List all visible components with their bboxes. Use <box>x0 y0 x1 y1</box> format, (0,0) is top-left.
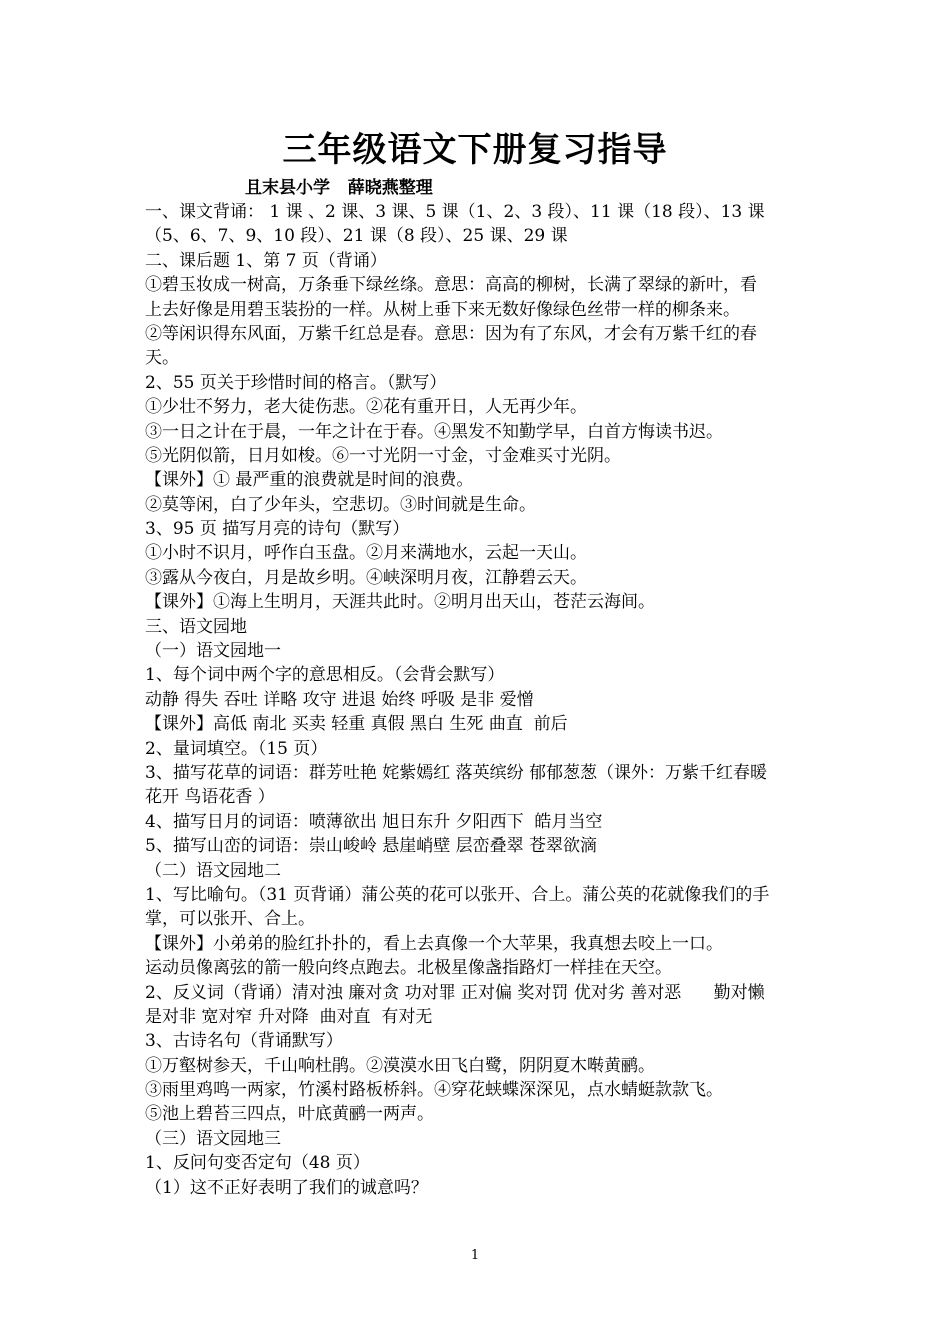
text-line: （5、6、7、9、10 段）、21 课（8 段）、25 课、29 课 <box>145 226 568 247</box>
text-line: 【课外】①海上生明月，天涯共此时。②明月出天山，苍茫云海间。 <box>145 592 655 613</box>
text-line: 掌，可以张开、合上。 <box>145 909 315 930</box>
text-line: 5、描写山峦的词语：崇山峻岭 悬崖峭壁 层峦叠翠 苍翠欲滴 <box>145 836 598 857</box>
text-line: （1）这不正好表明了我们的诚意吗？ <box>145 1177 428 1198</box>
text-line: 一、课文背诵： 1 课 、2 课、3 课、5 课（1、2、3 段）、11 课（18 段）、13 课 <box>145 202 765 222</box>
text-line: ②莫等闲，白了少年头，空悲切。③时间就是生命。 <box>145 494 536 515</box>
text-line: ③雨里鸡鸣一两家，竹溪村路板桥斜。④穿花蛱蝶深深见，点水蜻蜓款款飞。 <box>145 1080 723 1101</box>
document-subtitle: 且末县小学 薛晓燕整理 <box>245 178 433 198</box>
text-line: 2、量词填空。（15 页） <box>145 738 328 759</box>
text-line: （三）语文园地三 <box>145 1128 281 1149</box>
text-line: 2、反义词（背诵）清对浊 廉对贪 功对罪 正对偏 奖对罚 优对劣 善对恶 勤对懒 <box>145 982 765 1003</box>
text-line: 上去好像是用碧玉装扮的一样。从树上垂下来无数好像绿色丝带一样的柳条来。 <box>145 299 740 320</box>
text-line: （二）语文园地二 <box>145 860 281 881</box>
text-line: 3、描写花草的词语：群芳吐艳 姹紫嫣红 落英缤纷 郁郁葱葱（课外：万紫千红春暖 <box>145 762 768 783</box>
text-line: 【课外】高低 南北 买卖 轻重 真假 黑白 生死 曲直 前后 <box>145 714 568 735</box>
text-line: 3、95 页 描写月亮的诗句（默写） <box>145 519 410 540</box>
text-line: 动静 得失 吞吐 详略 攻守 进退 始终 呼吸 是非 爱憎 <box>145 689 534 710</box>
document-body <box>145 200 815 1200</box>
text-line: 花开 鸟语花香 ） <box>145 787 275 808</box>
text-line: 三、语文园地 <box>145 616 247 637</box>
page-number: 1 <box>470 1248 480 1263</box>
text-line: 天。 <box>145 348 179 369</box>
text-line: ⑤池上碧苔三四点，叶底黄鹂一两声。 <box>145 1104 434 1125</box>
text-line: 1、写比喻句。（31 页背诵）蒲公英的花可以张开、合上。蒲公英的花就像我们的手 <box>145 884 770 905</box>
text-line: ①小时不识月，呼作白玉盘。②月来满地水，云起一天山。 <box>145 543 587 564</box>
text-line: 1、反问句变否定句（48 页） <box>145 1153 370 1174</box>
text-line: 1、每个词中两个字的意思相反。（会背会默写） <box>145 665 505 686</box>
text-line: ③一日之计在于晨，一年之计在于春。④黑发不知勤学早，白首方悔读书迟。 <box>145 421 723 442</box>
text-line: 3、古诗名句（背诵默写） <box>145 1031 343 1052</box>
text-line: ①少壮不努力，老大徒伤悲。②花有重开日，人无再少年。 <box>145 397 587 418</box>
text-line: （一）语文园地一 <box>145 641 281 662</box>
document-title: 三年级语文下册复习指导 <box>282 130 668 170</box>
text-line: 【课外】① 最严重的浪费就是时间的浪费。 <box>145 470 474 491</box>
text-line: ①碧玉妆成一树高，万条垂下绿丝绦。意思：高高的柳树，长满了翠绿的新叶，看 <box>145 275 757 296</box>
text-line: ①万壑树参天，千山响杜鹃。②漠漠水田飞白鹭，阴阴夏木啭黄鹂。 <box>145 1055 655 1076</box>
text-line: ②等闲识得东风面，万紫千红总是春。意思：因为有了东风，才会有万紫千红的春 <box>145 323 757 344</box>
text-line: ③露从今夜白，月是故乡明。④峡深明月夜，江静碧云天。 <box>145 567 587 588</box>
text-line: 4、描写日月的词语：喷薄欲出 旭日东升 夕阳西下 皓月当空 <box>145 811 603 832</box>
text-line: 【课外】小弟弟的脸红扑扑的，看上去真像一个大苹果，我真想去咬上一口。 <box>145 933 723 954</box>
text-line: 是对非 宽对窄 升对降 曲对直 有对无 <box>145 1006 433 1027</box>
text-line: 二、课后题 1、第 7 页（背诵） <box>145 250 387 271</box>
text-line: 运动员像离弦的箭一般向终点跑去。北极星像盏指路灯一样挂在天空。 <box>145 958 672 979</box>
text-line: ⑤光阴似箭，日月如梭。⑥一寸光阴一寸金，寸金难买寸光阴。 <box>145 445 621 466</box>
text-line: 2、55 页关于珍惜时间的格言。（默写） <box>145 372 447 393</box>
